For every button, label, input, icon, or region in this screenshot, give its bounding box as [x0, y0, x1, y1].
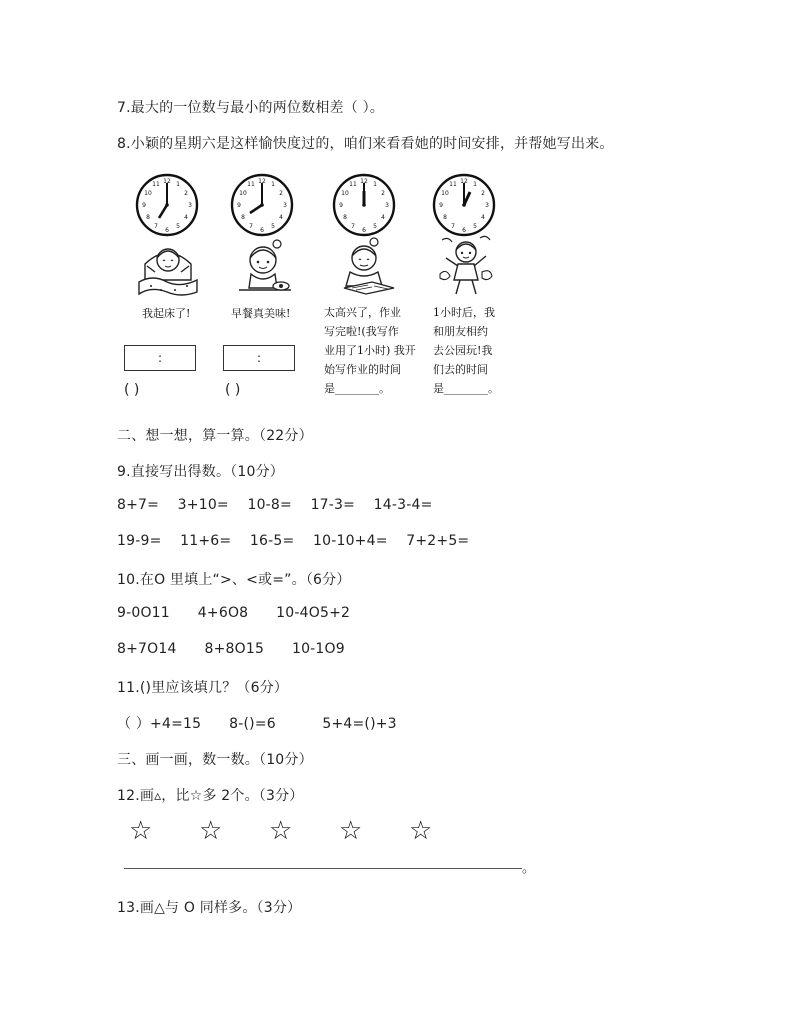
svg-text:6: 6 — [260, 227, 264, 234]
svg-text:1: 1 — [373, 181, 377, 188]
svg-text:4: 4 — [481, 214, 485, 221]
drawing-answer-line[interactable] — [124, 868, 522, 869]
question-8: 8.小颖的星期六是这样愉快度过的，咱们来看看她的时间安排，并帮她写出来。 — [117, 136, 614, 152]
svg-text:10: 10 — [441, 190, 449, 197]
svg-text:4: 4 — [381, 214, 385, 221]
question-9-row-2: 19-9= 11+6= 16-5= 10-10+4= 7+2+5= — [117, 533, 470, 549]
girl-homework-icon — [338, 236, 398, 300]
time-answer-box-2[interactable]: : — [223, 345, 295, 371]
clock-icon — [430, 171, 498, 239]
svg-text:12: 12 — [360, 178, 368, 185]
clock-icon — [330, 171, 398, 239]
svg-text:1: 1 — [473, 181, 477, 188]
svg-text:11: 11 — [349, 181, 357, 188]
svg-text:9: 9 — [237, 202, 241, 209]
svg-text:7: 7 — [249, 223, 253, 230]
svg-text:5: 5 — [176, 223, 180, 230]
svg-text:5: 5 — [473, 223, 477, 230]
svg-text:10: 10 — [341, 190, 349, 197]
section-3-heading: 三、画一画，数一数。（10分） — [117, 752, 313, 768]
svg-text:10: 10 — [144, 190, 152, 197]
question-7: 7.最大的一位数与最小的两位数相差（ ）。 — [117, 100, 385, 116]
period: 。 — [522, 861, 536, 876]
svg-text:3: 3 — [188, 202, 192, 209]
svg-text:12: 12 — [460, 178, 468, 185]
svg-text:7: 7 — [154, 223, 158, 230]
svg-text:2: 2 — [184, 190, 188, 197]
svg-text:7: 7 — [351, 223, 355, 230]
question-13: 13.画△与 O 同样多。（3分） — [117, 900, 302, 916]
svg-text:6: 6 — [462, 227, 466, 234]
star-icon: ☆ — [339, 816, 363, 846]
girl-eating-icon — [237, 236, 293, 300]
question-11-row: （ ）+4=15 8-()=6 5+4=()+3 — [117, 716, 397, 732]
section-2-heading: 二、想一想，算一算。（22分） — [117, 428, 313, 444]
svg-text:5: 5 — [373, 223, 377, 230]
svg-text:5: 5 — [271, 223, 275, 230]
svg-text:6: 6 — [165, 227, 169, 234]
panel-1-caption: 我起床了! — [142, 307, 191, 320]
question-9: 9.直接写出得数。（10分） — [117, 464, 284, 480]
time-answer-box-1[interactable]: : — [124, 345, 196, 371]
girl-playing-icon — [438, 234, 494, 300]
svg-text:8: 8 — [443, 214, 447, 221]
svg-text:3: 3 — [283, 202, 287, 209]
question-9-row-1: 8+7= 3+10= 10-8= 17-3= 14-3-4= — [117, 497, 433, 513]
svg-text:3: 3 — [385, 202, 389, 209]
question-10-row-2: 8+7O14 8+8O15 10-1O9 — [117, 641, 345, 657]
svg-text:3: 3 — [485, 202, 489, 209]
svg-text:9: 9 — [339, 202, 343, 209]
svg-text:2: 2 — [279, 190, 283, 197]
svg-text:2: 2 — [381, 190, 385, 197]
svg-text:12: 12 — [163, 178, 171, 185]
star-icon: ☆ — [129, 816, 153, 846]
panel-2-caption: 早餐真美味! — [231, 307, 291, 320]
star-icon: ☆ — [409, 816, 433, 846]
question-11: 11.()里应该填几？（6分） — [117, 680, 289, 696]
svg-text:2: 2 — [481, 190, 485, 197]
panel-4-caption: 1小时后，我 和朋友相约 去公园玩!我 们去的时间 是________。 — [433, 306, 499, 395]
question-10-row-1: 9-0O11 4+6O8 10-4O5+2 — [117, 605, 351, 621]
svg-text:8: 8 — [146, 214, 150, 221]
panel-3-caption: 太高兴了，作业 写完啦!(我写作 业用了1小时) 我开 始写作业的时间 是________。 — [324, 306, 416, 395]
svg-text:11: 11 — [449, 181, 457, 188]
question-12: 12.画▵，比☆多 2个。（3分） — [117, 788, 304, 804]
star-icon: ☆ — [269, 816, 293, 846]
svg-text:11: 11 — [152, 181, 160, 188]
clock-icon — [133, 171, 201, 239]
svg-text:8: 8 — [343, 214, 347, 221]
svg-text:10: 10 — [239, 190, 247, 197]
svg-text:9: 9 — [439, 202, 443, 209]
svg-text:4: 4 — [184, 214, 188, 221]
star-icon: ☆ — [199, 816, 223, 846]
answer-parentheses-1[interactable]: ( ) — [124, 382, 140, 398]
svg-text:1: 1 — [271, 181, 275, 188]
answer-parentheses-2[interactable]: ( ) — [225, 382, 241, 398]
svg-text:1: 1 — [176, 181, 180, 188]
svg-text:9: 9 — [142, 202, 146, 209]
svg-text:7: 7 — [451, 223, 455, 230]
svg-text:11: 11 — [247, 181, 255, 188]
question-10: 10.在O 里填上“>、<或=”。（6分） — [117, 572, 351, 588]
svg-text:8: 8 — [241, 214, 245, 221]
svg-text:4: 4 — [279, 214, 283, 221]
svg-text:12: 12 — [258, 178, 266, 185]
svg-text:6: 6 — [362, 227, 366, 234]
clock-icon — [228, 171, 296, 239]
girl-in-bed-icon — [137, 236, 199, 300]
